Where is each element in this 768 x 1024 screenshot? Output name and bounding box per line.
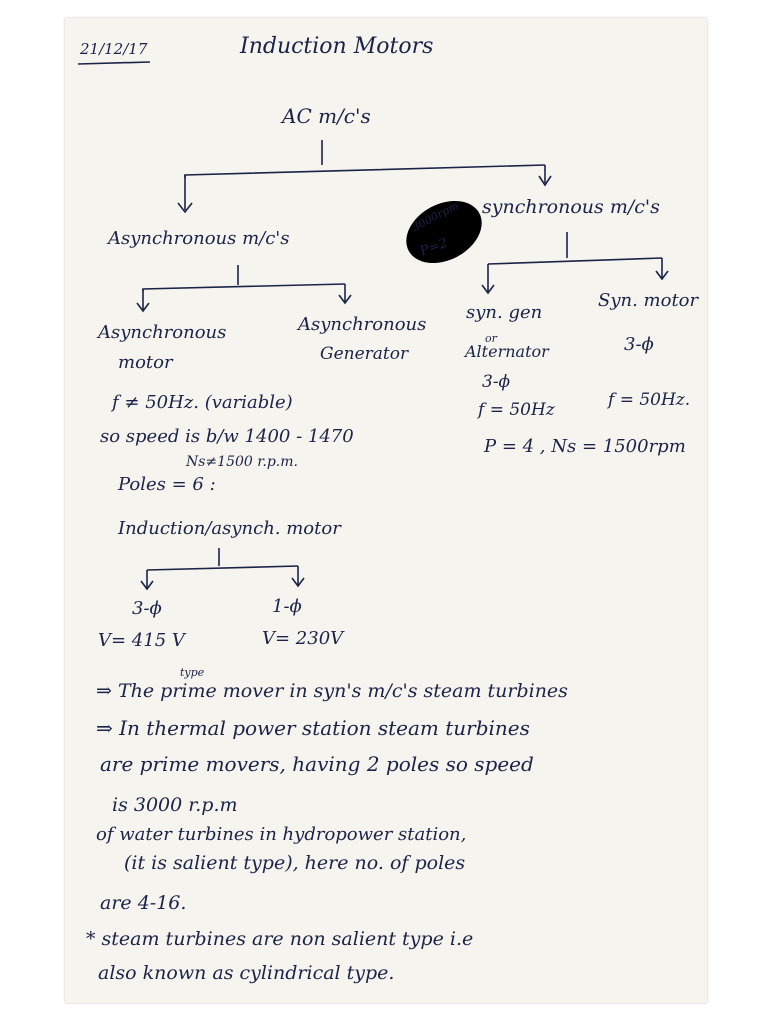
- note-line-2: ⇒ In thermal power station steam turbines: [96, 716, 530, 740]
- note-line-9: also known as cylindrical type.: [98, 962, 395, 984]
- left-branch-label: Asynchronous m/c's: [108, 228, 290, 249]
- single-phase-label: 1-ϕ: [272, 596, 302, 617]
- syn-motor-line2: 3-ϕ: [624, 334, 654, 355]
- note-line-3: are prime movers, having 2 poles so speed: [100, 752, 534, 776]
- syn-motor-line1: Syn. motor: [598, 290, 699, 311]
- async-motor-line2: motor: [118, 352, 173, 373]
- syn-gen-line1: syn. gen: [466, 302, 543, 323]
- induction-title: Induction/asynch. motor: [118, 518, 341, 539]
- async-note-frequency: f ≠ 50Hz. (variable): [112, 392, 293, 413]
- page-title: Induction Motors: [240, 34, 434, 59]
- async-motor-line1: Asynchronous: [98, 322, 227, 343]
- note-line-7: are 4-16.: [100, 892, 187, 914]
- three-phase-label: 3-ϕ: [132, 598, 162, 619]
- sync-note-freq-motor: f = 50Hz.: [608, 390, 691, 410]
- three-phase-voltage: V= 415 V: [98, 630, 185, 651]
- right-note-poles: P=2: [418, 235, 450, 260]
- note-line-4: is 3000 r.p.m: [112, 794, 238, 816]
- note-line-6: (it is salient type), here no. of poles: [124, 852, 466, 874]
- async-note-sync-speed: Ns≠1500 r.p.m.: [186, 454, 298, 470]
- sync-note-poles-speed: P = 4 , Ns = 1500rpm: [484, 436, 686, 457]
- tree-root: AC m/c's: [282, 104, 371, 128]
- note-type-annotation: type: [180, 666, 205, 679]
- syn-gen-line2: Alternator: [465, 342, 549, 361]
- single-phase-voltage: V= 230V: [262, 628, 344, 649]
- note-line-1: ⇒ The prime mover in syn's m/c's steam turbines: [96, 680, 568, 702]
- syn-gen-or: or: [485, 332, 497, 345]
- date: 21/12/17: [80, 40, 148, 58]
- async-note-poles: Poles = 6 :: [118, 474, 216, 495]
- sync-note-freq-gen: f = 50Hz: [478, 400, 555, 420]
- async-generator-line1: Asynchronous: [298, 314, 427, 335]
- async-generator-line2: Generator: [320, 344, 409, 364]
- async-note-speed: so speed is b/w 1400 - 1470: [100, 426, 354, 447]
- note-line-8: * steam turbines are non salient type i.e: [86, 928, 474, 950]
- sync-note-phase: 3-ϕ: [482, 372, 511, 392]
- right-note-rpm: 3000rpm: [409, 198, 461, 235]
- right-branch-label: synchronous m/c's: [482, 196, 660, 218]
- note-line-5: of water turbines in hydropower station,: [96, 824, 467, 845]
